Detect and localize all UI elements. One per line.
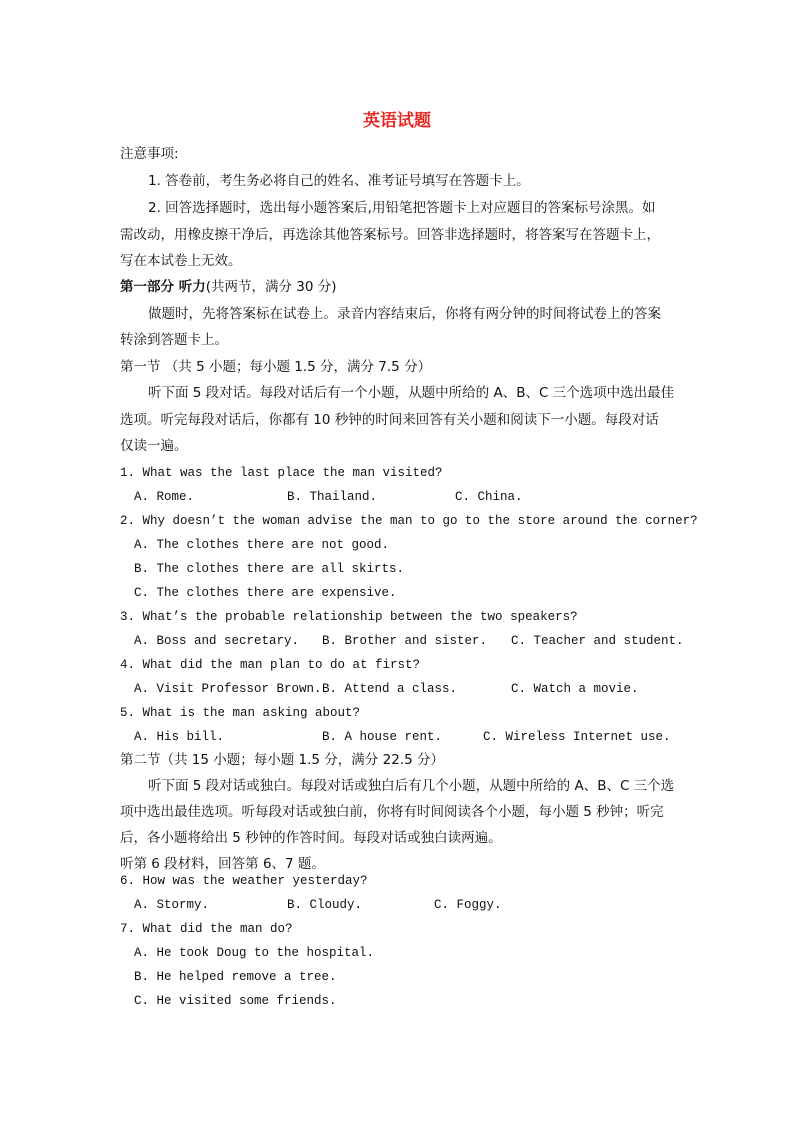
section1-intro-line-2: 选项。听完每段对话后，你都有 10 秒钟的时间来回答有关小题和阅读下一小题。每段对话 (120, 412, 659, 428)
question-1: 1. What was the last place the man visited? (120, 466, 443, 480)
question-4-option-a: A. Visit Professor Brown. (134, 682, 322, 696)
question-3-option-c: C. Teacher and student. (511, 634, 684, 648)
notice-item-2-line-1: 2. 回答选择题时，选出每小题答案后,用铅笔把答题卡上对应题目的答案标号涂黑。如 (148, 200, 656, 216)
part1-heading-bold: 第一部分 听力 (120, 279, 206, 295)
section2-intro-line-2: 项中选出最佳选项。听每段对话或独白前，你将有时间阅读各个小题，每小题 5 秒钟；听完 (120, 804, 664, 820)
notice-item-2-line-2: 需改动，用橡皮擦干净后，再选涂其他答案标号。回答非选择题时，将答案写在答题卡上， (120, 227, 660, 243)
material-6-instruction: 听第 6 段材料，回答第 6、7 题。 (120, 856, 325, 872)
part1-intro-line-2: 转涂到答题卡上。 (120, 332, 228, 348)
question-6-option-b: B. Cloudy. (287, 898, 363, 912)
question-2-option-b: B. The clothes there are all skirts. (134, 562, 405, 576)
page-title: 英语试题 (363, 111, 431, 131)
question-2-option-c: C. The clothes there are expensive. (134, 586, 397, 600)
question-1-option-c: C. China. (455, 490, 523, 504)
question-4-option-c: C. Watch a movie. (511, 682, 639, 696)
notice-item-2-line-3: 写在本试卷上无效。 (120, 253, 242, 269)
notice-heading: 注意事项: (120, 146, 179, 162)
question-2: 2. Why doesn’t the woman advise the man to go to the store around the corner? (120, 514, 698, 528)
question-7-option-c: C. He visited some friends. (134, 994, 337, 1008)
question-1-option-a: A. Rome. (134, 490, 195, 504)
question-7: 7. What did the man do? (120, 922, 293, 936)
question-1-option-b: B. Thailand. (287, 490, 378, 504)
question-3-option-a: A. Boss and secretary. (134, 634, 300, 648)
question-5-option-c: C. Wireless Internet use. (483, 730, 671, 744)
question-6-option-c: C. Foggy. (434, 898, 502, 912)
question-3: 3. What’s the probable relationship between the two speakers? (120, 610, 578, 624)
question-4-option-b: B. Attend a class. (322, 682, 458, 696)
question-5-option-b: B. A house rent. (322, 730, 443, 744)
question-7-option-a: A. He took Doug to the hospital. (134, 946, 375, 960)
question-2-option-a: A. The clothes there are not good. (134, 538, 390, 552)
question-5: 5. What is the man asking about? (120, 706, 361, 720)
question-4: 4. What did the man plan to do at first? (120, 658, 421, 672)
section1-heading: 第一节 （共 5 小题；每小题 1.5 分，满分 7.5 分） (120, 359, 432, 375)
question-3-option-b: B. Brother and sister. (322, 634, 488, 648)
section1-intro-line-3: 仅读一遍。 (120, 438, 188, 454)
question-6-option-a: A. Stormy. (134, 898, 210, 912)
section2-intro-line-1: 听下面 5 段对话或独白。每段对话或独白后有几个小题，从题中所给的 A、B、C 三个选 (148, 778, 675, 794)
part1-intro-line-1: 做题时，先将答案标在试卷上。录音内容结束后，你将有两分钟的时间将试卷上的答案 (148, 306, 661, 322)
section2-intro-line-3: 后，各小题将给出 5 秒钟的作答时间。每段对话或独白读两遍。 (120, 830, 502, 846)
section2-heading: 第二节（共 15 小题；每小题 1.5 分，满分 22.5 分） (120, 752, 444, 768)
notice-item-1: 1. 答卷前，考生务必将自己的姓名、准考证号填写在答题卡上。 (148, 173, 530, 189)
question-5-option-a: A. His bill. (134, 730, 225, 744)
section1-intro-line-1: 听下面 5 段对话。每段对话后有一个小题，从题中所给的 A、B、C 三个选项中选出最佳 (148, 385, 675, 401)
part1-heading-rest: (共两节，满分 30 分) (205, 279, 337, 295)
part1-heading (120, 278, 337, 296)
question-7-option-b: B. He helped remove a tree. (134, 970, 337, 984)
question-6: 6. How was the weather yesterday? (120, 874, 368, 888)
